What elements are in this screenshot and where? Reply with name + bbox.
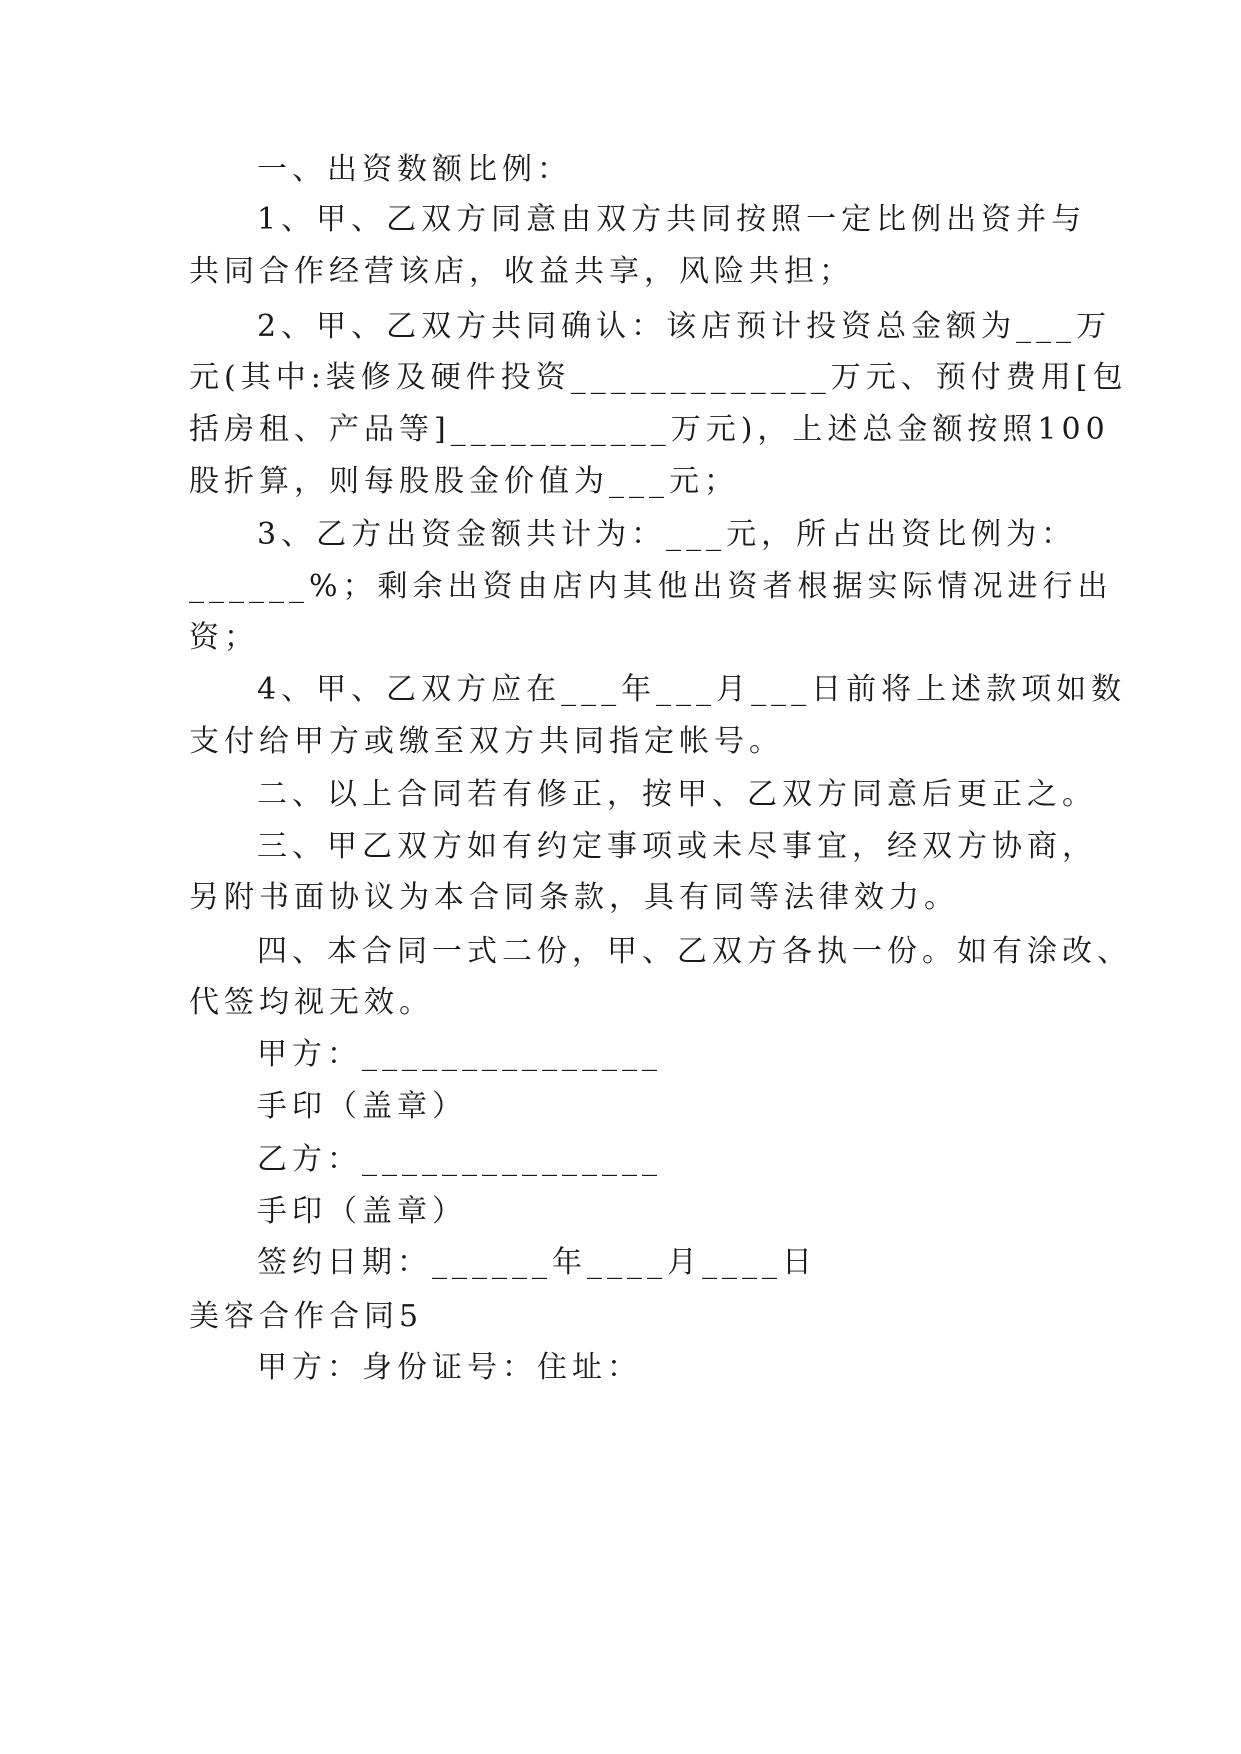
party-b-signature-line: 乙方：_______________ [257,1142,662,1177]
clause-2-line-4: 股折算，则每股股金价值为___元； [189,464,739,499]
section-3-line-2: 另附书面协议为本合同条款，具有同等法律效力。 [189,880,959,915]
party-a-seal-label: 手印（盖章） [257,1089,467,1124]
section-4-line-2: 代签均视无效。 [189,985,434,1020]
clause-4-line-2: 支付给甲方或缴至双方共同指定帐号。 [189,724,784,759]
clause-3-line-2: ______%；剩余出资由店内其他出资者根据实际情况进行出 [189,569,1113,604]
party-a-signature-line: 甲方：_______________ [257,1037,662,1072]
party-b-seal-label: 手印（盖章） [257,1194,467,1229]
clause-2-line-1: 2、甲、乙双方共同确认：该店预计投资总金额为___万 [257,309,1112,344]
clause-4-line-1: 4、甲、乙双方应在___年___月___日前将上述款项如数 [257,672,1127,707]
signing-date-line: 签约日期：______年____月____日 [257,1245,817,1280]
contract-5-party-a-line: 甲方：身份证号：住址： [257,1350,642,1385]
clause-3-line-3: 资； [189,620,259,655]
section-2-text: 二、以上合同若有修正，按甲、乙双方同意后更正之。 [257,777,1097,812]
clause-2-line-3: 括房租、产品等]___________万元)，上述总金额按照100 [189,412,1110,447]
clause-2-line-2: 元(其中:装修及硬件投资_____________万元、预付费用[包 [189,360,1128,395]
clause-3-line-1: 3、乙方出资金额共计为：___元，所占出资比例为： [257,517,1077,552]
section-3-line-1: 三、甲乙双方如有约定事项或未尽事宜，经双方协商， [257,829,1097,864]
section-1-heading: 一、出资数额比例： [257,152,572,187]
contract-5-title: 美容合作合同5 [189,1299,424,1334]
clause-1-line-2: 共同合作经营该店，收益共享，风险共担； [189,254,854,289]
section-4-line-1: 四、本合同一式二份，甲、乙双方各执一份。如有涂改、 [257,934,1132,969]
clause-1-line-1: 1、甲、乙双方同意由双方共同按照一定比例出资并与 [257,202,1087,237]
